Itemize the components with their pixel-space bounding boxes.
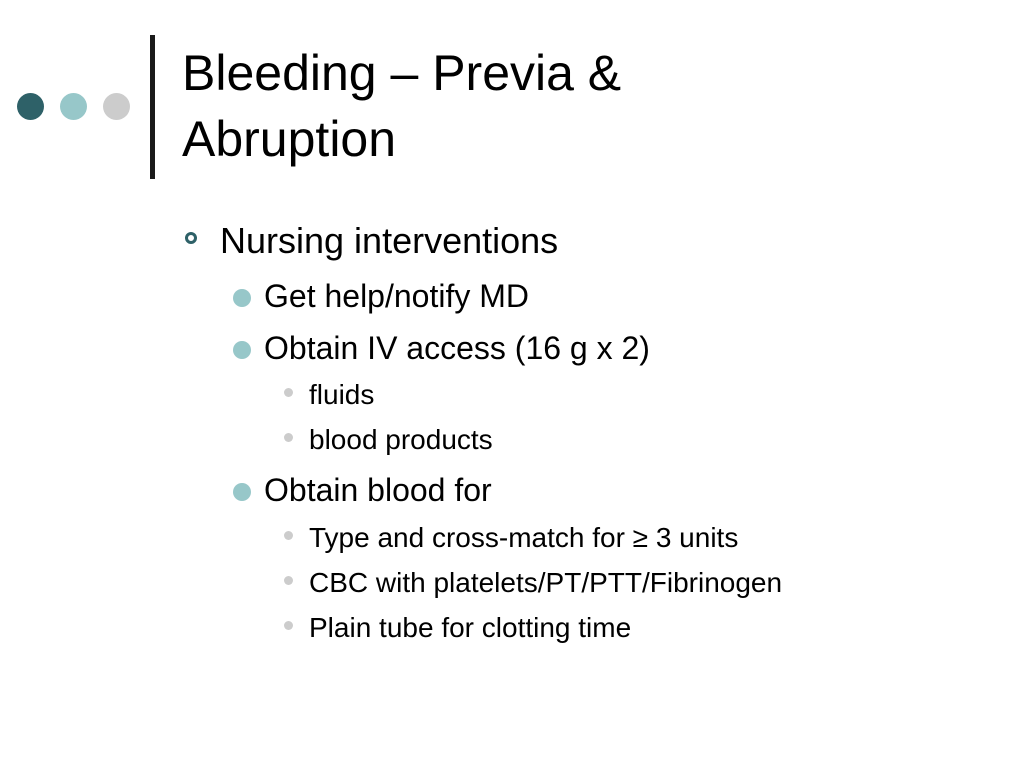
bullet-level3 <box>309 423 493 457</box>
bullet-level3 <box>309 521 738 555</box>
disc-bullet-icon <box>233 341 251 359</box>
bullet-level2 <box>264 470 492 510</box>
slide-title-line-2: Abruption <box>182 111 397 167</box>
bullet-text: blood products <box>309 424 493 455</box>
bullet-level3 <box>309 378 374 412</box>
ring-bullet-icon <box>185 232 197 244</box>
bullet-text: Plain tube for clotting time <box>309 612 632 643</box>
bullet-text: Type and cross-match for ≥ 3 units <box>309 522 739 553</box>
small-disc-bullet-icon <box>284 621 293 630</box>
bullet-level1 <box>220 219 558 263</box>
bullet-level2 <box>264 276 529 316</box>
small-disc-bullet-icon <box>284 388 293 397</box>
bullet-level2 <box>264 328 650 368</box>
bullet-text: fluids <box>309 379 375 410</box>
bullet-text: Obtain IV access (16 g x 2) <box>264 330 650 366</box>
disc-bullet-icon <box>233 483 251 501</box>
small-disc-bullet-icon <box>284 531 293 540</box>
disc-bullet-icon <box>233 289 251 307</box>
bullet-level3 <box>309 566 782 600</box>
slide-title-line-1: Bleeding – Previa & <box>182 45 622 101</box>
bullet-text: Nursing interventions <box>220 220 559 261</box>
small-disc-bullet-icon <box>284 433 293 442</box>
bullet-text: Obtain blood for <box>264 472 492 508</box>
small-disc-bullet-icon <box>284 576 293 585</box>
bullet-text: Get help/notify MD <box>264 278 529 314</box>
bullet-level3 <box>309 611 631 645</box>
bullet-text: CBC with platelets/PT/PTT/Fibrinogen <box>309 567 783 598</box>
